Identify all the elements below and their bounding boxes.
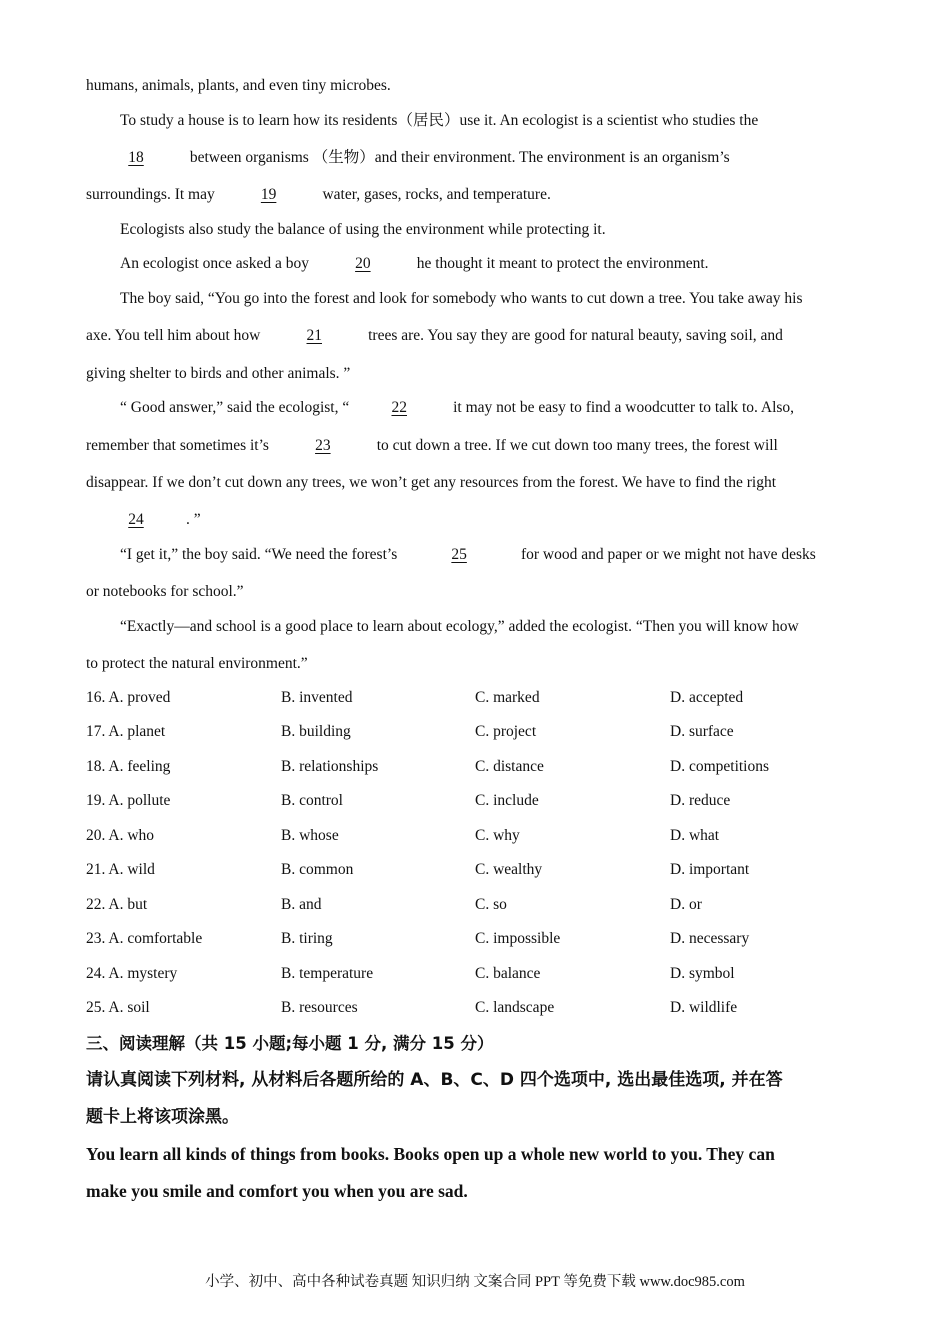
option-row	[86, 861, 876, 881]
option-row	[86, 723, 876, 743]
option-d: D. accepted	[670, 689, 744, 706]
passage-line: The boy said, “You go into the forest and look for somebody who wants to cut down a tree. You take away his	[120, 290, 803, 307]
option-a: 16. A. proved	[86, 689, 171, 706]
option-row	[86, 792, 876, 812]
option-c: C. distance	[475, 758, 544, 775]
option-a: 25. A. soil	[86, 999, 150, 1016]
option-a: 17. A. planet	[86, 723, 166, 740]
option-b: B. relationships	[281, 758, 379, 775]
passage-line: 24 . ”	[86, 510, 201, 530]
section-title: 三、阅读理解（共 15 小题;每小题 1 分, 满分 15 分）	[86, 1034, 494, 1053]
passage-line: giving shelter to birds and other animals. ”	[86, 365, 351, 382]
blank-25: 25	[451, 546, 467, 563]
option-b: B. whose	[281, 827, 339, 844]
option-b: B. resources	[281, 999, 358, 1016]
option-d: D. wildlife	[670, 999, 738, 1016]
passage-line: “I get it,” the boy said. “We need the forest’s 25 for wood and paper or we might not have desks	[120, 546, 816, 563]
option-a: 19. A. pollute	[86, 792, 171, 809]
blank-20: 20	[355, 255, 371, 272]
passage-line: To study a house is to learn how its residents（居民）use it. An ecologist is a scientist who studies the	[120, 112, 759, 129]
option-c: C. wealthy	[475, 861, 543, 878]
passage-line: to protect the natural environment.”	[86, 655, 308, 672]
option-row	[86, 999, 876, 1019]
passage-line: disappear. If we don’t cut down any trees, we won’t get any resources from the forest. We have to find the right	[86, 474, 777, 491]
option-b: B. control	[281, 792, 343, 809]
option-d: D. or	[670, 896, 702, 913]
option-c: C. landscape	[475, 999, 555, 1016]
passage-line: 18 between organisms （生物）and their environment. The environment is an organism’s	[86, 148, 730, 168]
option-c: C. project	[475, 723, 537, 740]
option-row	[86, 965, 876, 985]
option-d: D. what	[670, 827, 720, 844]
option-row	[86, 689, 876, 709]
option-d: D. important	[670, 861, 750, 878]
option-b: B. and	[281, 896, 322, 913]
passage-line: axe. You tell him about how 21 trees are. You say they are good for natural beauty, saving soil, and	[86, 327, 783, 344]
blank-18: 18	[128, 149, 144, 166]
option-d: D. necessary	[670, 930, 750, 947]
blank-24: 24	[128, 511, 144, 528]
option-c: C. balance	[475, 965, 541, 982]
option-b: B. temperature	[281, 965, 374, 982]
option-b: B. tiring	[281, 930, 333, 947]
option-row	[86, 758, 876, 778]
option-row	[86, 896, 876, 916]
option-d: D. surface	[670, 723, 734, 740]
option-a: 24. A. mystery	[86, 965, 178, 982]
option-d: D. competitions	[670, 758, 770, 775]
passage-line: remember that sometimes it’s 23 to cut down a tree. If we cut down too many trees, the forest will	[86, 437, 778, 454]
option-a: 21. A. wild	[86, 861, 155, 878]
option-c: C. marked	[475, 689, 540, 706]
page-footer: 小学、初中、高中各种试卷真题 知识归纳 文案合同 PPT 等免费下载 www.doc985.com	[205, 1274, 745, 1290]
blank-21: 21	[306, 327, 322, 344]
option-b: B. common	[281, 861, 354, 878]
blank-22: 22	[391, 399, 407, 416]
passage-line: or notebooks for school.”	[86, 583, 244, 600]
option-b: B. invented	[281, 689, 353, 706]
option-d: D. reduce	[670, 792, 731, 809]
passage-line: humans, animals, plants, and even tiny microbes.	[86, 77, 391, 94]
passage-line: “ Good answer,” said the ecologist, “ 22 it may not be easy to find a woodcutter to talk to. Also,	[120, 399, 795, 416]
passage-line: surroundings. It may 19 water, gases, rocks, and temperature.	[86, 186, 551, 203]
option-a: 18. A. feeling	[86, 758, 171, 775]
option-row	[86, 930, 876, 950]
reading-passage-line: You learn all kinds of things from books. Books open up a whole new world to you. They can	[86, 1144, 775, 1164]
section-instruction: 请认真阅读下列材料, 从材料后各题所给的 A、B、C、D 四个选项中, 选出最佳选项, 并在答	[86, 1070, 783, 1090]
passage-line: An ecologist once asked a boy 20 he thought it meant to protect the environment.	[120, 255, 709, 272]
option-a: 23. A. comfortable	[86, 930, 203, 947]
option-c: C. impossible	[475, 930, 561, 947]
option-c: C. include	[475, 792, 539, 809]
passage-line: Ecologists also study the balance of using the environment while protecting it.	[120, 221, 606, 238]
option-d: D. symbol	[670, 965, 735, 982]
passage-line: “Exactly—and school is a good place to learn about ecology,” added the ecologist. “Then you will know how	[120, 618, 799, 635]
blank-23: 23	[315, 437, 331, 454]
option-c: C. why	[475, 827, 520, 844]
option-c: C. so	[475, 896, 507, 913]
option-row	[86, 827, 876, 847]
reading-passage-line: make you smile and comfort you when you are sad.	[86, 1181, 468, 1201]
blank-19: 19	[260, 186, 277, 203]
option-b: B. building	[281, 723, 351, 740]
option-a: 20. A. who	[86, 827, 155, 844]
section-instruction: 题卡上将该项涂黑。	[86, 1107, 239, 1127]
option-a: 22. A. but	[86, 896, 148, 913]
